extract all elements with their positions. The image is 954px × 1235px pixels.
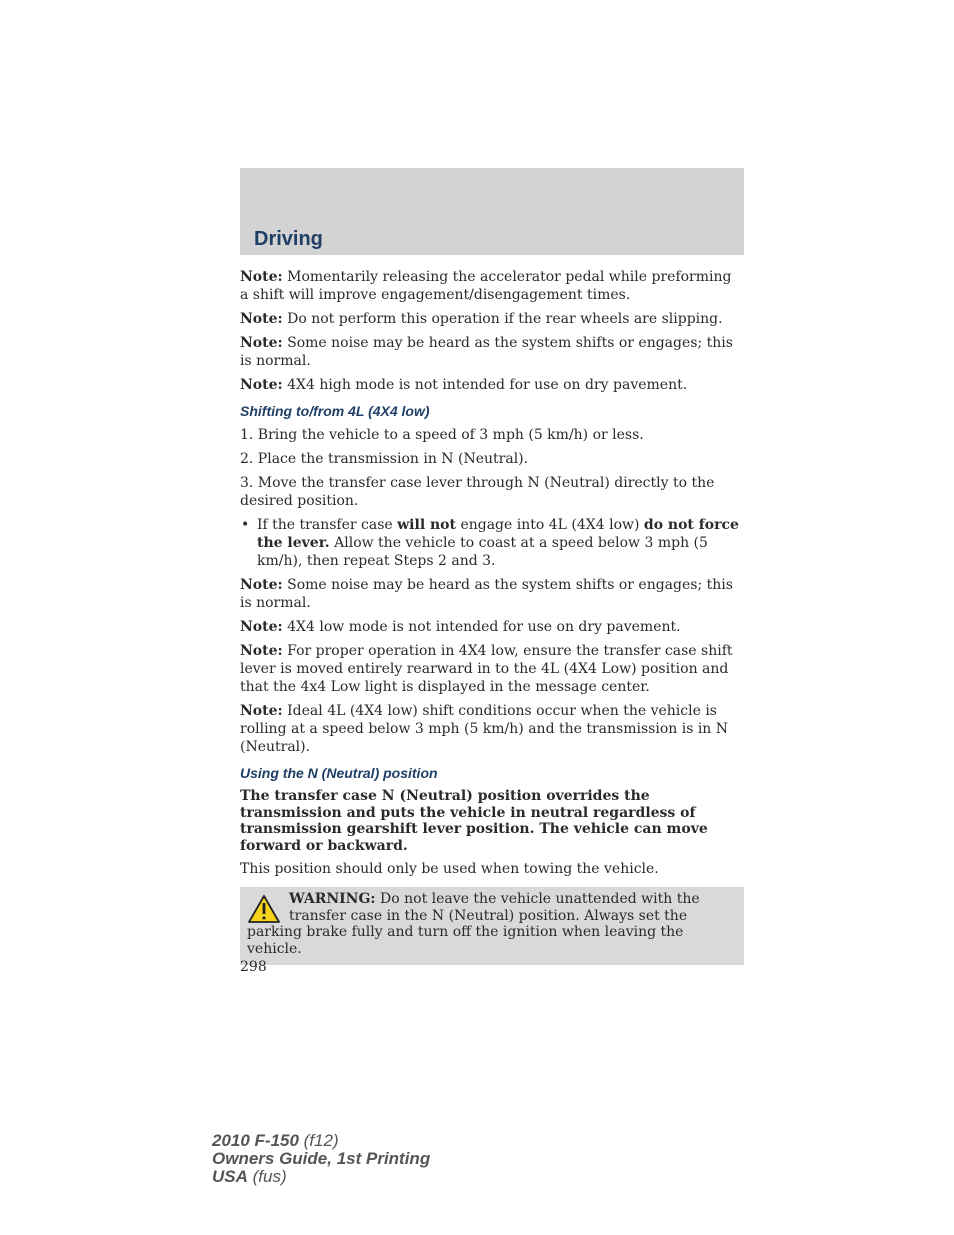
note-label: Note:: [240, 577, 283, 593]
subheading-neutral-position: Using the N (Neutral) position: [240, 765, 438, 781]
footer-model: 2010 F-150: [212, 1131, 299, 1150]
bullet-dot: •: [241, 517, 250, 533]
warning-label: WARNING:: [289, 891, 376, 907]
step-item: 1. Bring the vehicle to a speed of 3 mph (5 km/h) or less.: [240, 427, 644, 443]
bullet-bold-part: will not: [397, 517, 456, 533]
note-text: Momentarily releasing the accelerator pedal while preforming a shift will improve engagement/disengagement times.: [240, 269, 732, 303]
note-text: 4X4 low mode is not intended for use on dry pavement.: [282, 619, 681, 635]
header-band: [240, 168, 744, 255]
footer-line: [212, 1168, 430, 1186]
note-label: Note:: [240, 643, 283, 659]
subheading-shifting-4l: Shifting to/from 4L (4X4 low): [240, 403, 430, 419]
bullet-bold-part: do not force the lever.: [257, 517, 739, 551]
section-title: Driving: [254, 228, 323, 250]
page-number: 298: [240, 959, 267, 975]
bullet-text-part: If the transfer case: [257, 517, 398, 533]
bullet-text-part: Allow the vehicle to coast at a speed below 3 mph (5 km/h), then repeat Steps 2 and 3.: [257, 535, 708, 569]
note-text: Some noise may be heard as the system shifts or engages; this is normal.: [240, 577, 733, 611]
note-label: Note:: [240, 377, 283, 393]
note-paragraph: [240, 310, 744, 328]
note-text: For proper operation in 4X4 low, ensure the transfer case shift lever is moved entirely rearward in to the 4L (4X4 Low) position and that the 4x4 Low light is displayed in the message center.: [240, 643, 733, 695]
note-label: Note:: [240, 335, 283, 351]
note-paragraph: [240, 702, 744, 756]
bold-paragraph: The transfer case N (Neutral) position overrides the transmission and puts the vehicle in neutral regardless of transmission gearshift lever position. The vehicle can move forward or backward.: [240, 788, 708, 854]
footer-code: (fus): [247, 1167, 287, 1186]
note-label: Note:: [240, 619, 283, 635]
note-paragraph: [240, 376, 744, 394]
step-item: 2. Place the transmission in N (Neutral).: [240, 451, 529, 467]
note-text: Ideal 4L (4X4 low) shift conditions occur when the vehicle is rolling at a speed below 3 mph (5 km/h) and the transmission is in N (Neutral).: [240, 703, 729, 755]
note-label: Note:: [240, 269, 283, 285]
footer-region: USA: [212, 1167, 248, 1186]
note-label: Note:: [240, 703, 283, 719]
note-paragraph: [240, 642, 744, 696]
note-paragraph: [240, 334, 744, 370]
note-paragraph: [240, 576, 744, 612]
footer: [212, 1132, 430, 1186]
note-label: Note:: [240, 311, 283, 327]
step-item: 3. Move the transfer case lever through N (Neutral) directly to the desired position.: [240, 475, 715, 509]
note-text: Do not perform this operation if the rear wheels are slipping.: [282, 311, 723, 327]
footer-line: Owners Guide, 1st Printing: [212, 1149, 431, 1168]
warning-text: Do not leave the vehicle unattended with the transfer case in the N (Neutral) position. Always set the parking brake fully and turn off the ignition when leaving the vehicle.: [247, 891, 700, 957]
warning-triangle-icon: [247, 894, 281, 924]
bullet-item: [240, 516, 744, 570]
bullet-text-part: engage into 4L (4X4 low): [456, 517, 644, 533]
page-content: [240, 268, 744, 965]
warning-box: [240, 887, 744, 965]
note-text: Some noise may be heard as the system shifts or engages; this is normal.: [240, 335, 733, 369]
body-paragraph: This position should only be used when towing the vehicle.: [240, 861, 659, 877]
note-paragraph: [240, 618, 744, 636]
note-paragraph: [240, 268, 744, 304]
footer-code: (f12): [298, 1131, 339, 1150]
footer-line: [212, 1132, 430, 1150]
note-text: 4X4 high mode is not intended for use on dry pavement.: [282, 377, 688, 393]
